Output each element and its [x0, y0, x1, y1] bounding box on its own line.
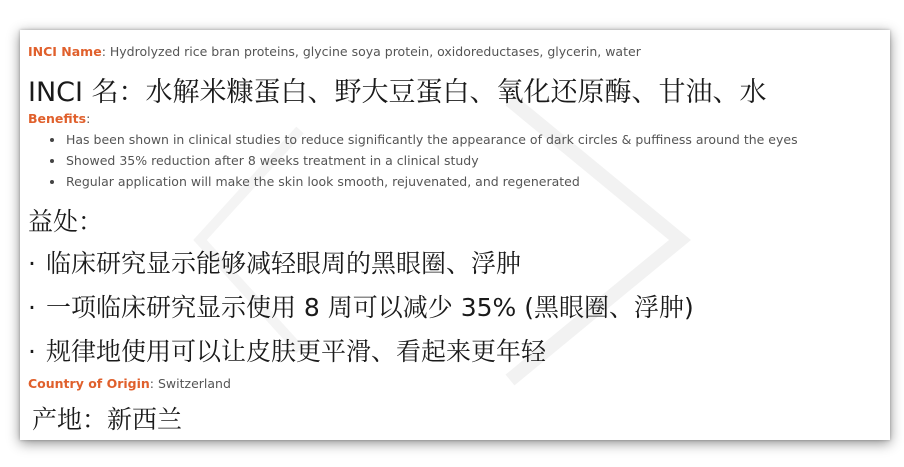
benefit-zh-item	[28, 244, 521, 280]
benefit-zh-item	[28, 288, 694, 324]
origin-value: : Switzerland	[149, 376, 231, 391]
bullet-dot-icon	[50, 180, 54, 184]
benefit-zh-item-text: 规律地使用可以让皮肤更平滑、看起来更年轻	[45, 337, 546, 366]
benefits-suffix: :	[86, 111, 91, 126]
benefit-zh-item	[28, 332, 546, 368]
benefit-item	[50, 174, 580, 189]
zh-bullet: ·	[28, 249, 36, 278]
zh-bullet: ·	[28, 293, 36, 322]
benefit-zh-item-text: 临床研究显示能够减轻眼周的黑眼圈、浮肿	[45, 249, 521, 278]
inci-line	[28, 44, 641, 59]
benefit-item	[50, 153, 479, 168]
benefit-item-text: Regular application will make the skin look smooth, rejuvenated, and regenerated	[66, 174, 580, 189]
benefit-item	[50, 132, 798, 147]
benefits-label: Benefits	[28, 111, 87, 126]
benefit-item-text: Has been shown in clinical studies to reduce significantly the appearance of dark circles & puffiness around the eyes	[66, 132, 798, 147]
inci-zh-line: INCI 名：水解米糠蛋白、野大豆蛋白、氧化还原酶、甘油、水	[28, 77, 767, 108]
origin-zh: 产地：新西兰	[32, 405, 183, 434]
benefits-line	[28, 111, 90, 126]
bullet-dot-icon	[50, 159, 54, 163]
zh-bullet: ·	[28, 337, 36, 366]
origin-label: Country of Origin	[28, 376, 150, 391]
benefits-zh-title: 益处：	[28, 207, 104, 236]
bullet-dot-icon	[50, 138, 54, 142]
benefit-item-text: Showed 35% reduction after 8 weeks treatment in a clinical study	[66, 153, 479, 168]
inci-label: INCI Name	[28, 44, 102, 59]
benefit-zh-item-text: 一项临床研究显示使用 8 周可以减少 35% (黑眼圈、浮肿)	[45, 293, 694, 322]
document-card	[20, 30, 890, 440]
inci-value: : Hydrolyzed rice bran proteins, glycine soya protein, oxidoreductases, glycerin, water	[101, 44, 641, 59]
origin-line	[28, 376, 231, 391]
